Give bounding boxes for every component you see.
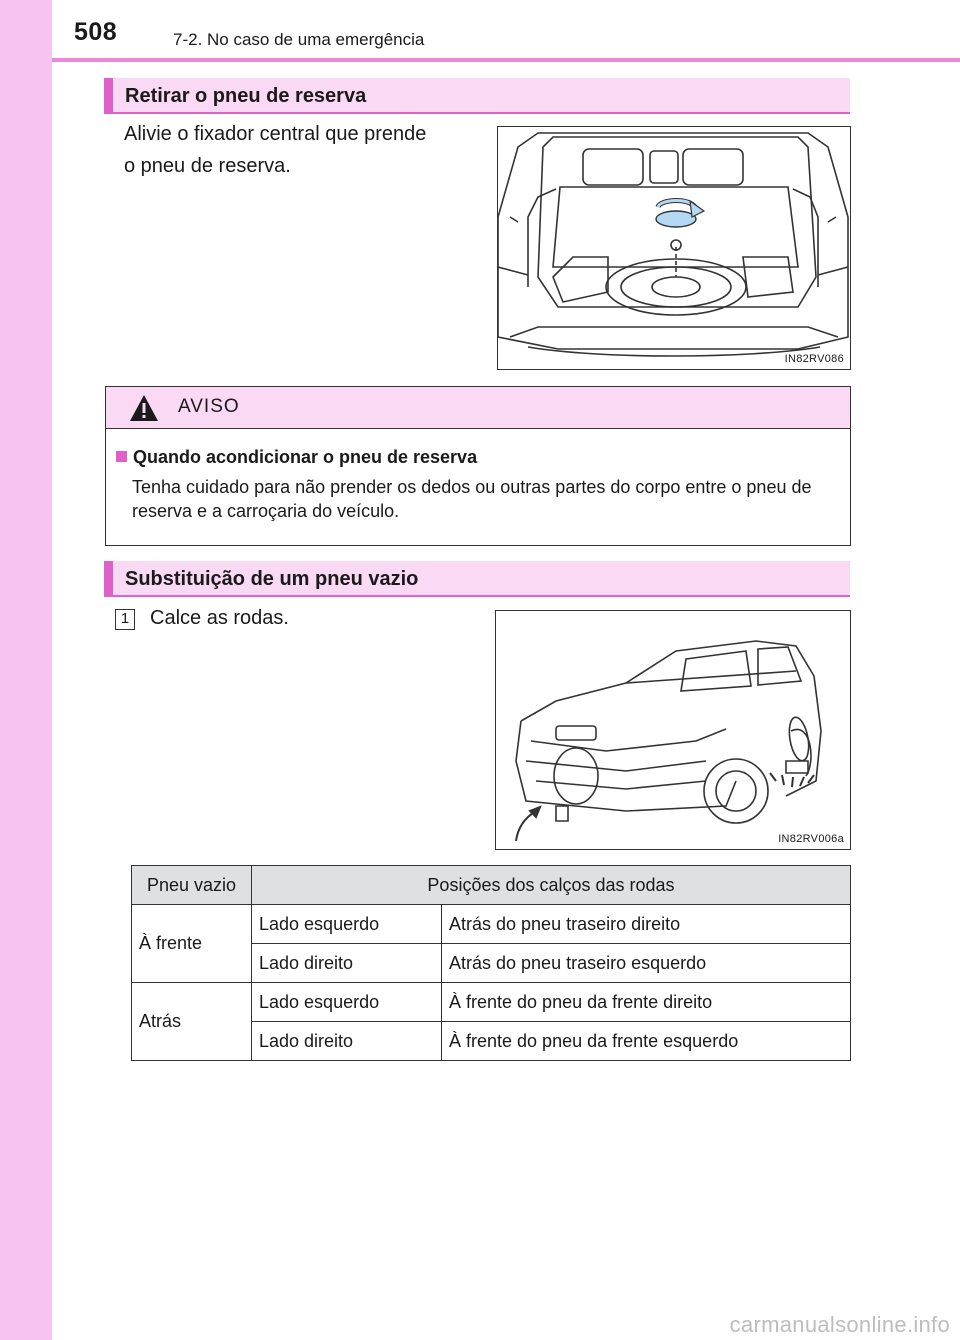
table-header-cell: Pneu vazio xyxy=(132,866,252,905)
section-heading-text: Retirar o pneu de reserva xyxy=(125,85,367,107)
warning-box xyxy=(105,386,851,546)
table-cell: À frente do pneu da frente direito xyxy=(442,983,851,1022)
warning-triangle-icon xyxy=(128,393,160,428)
table-cell: Lado esquerdo xyxy=(252,905,442,944)
instruction-text xyxy=(124,118,426,182)
warning-heading-text: Quando acondicionar o pneu de reserva xyxy=(133,447,478,467)
warning-title-bar xyxy=(106,387,850,429)
figure-code: IN82RV006a xyxy=(778,833,844,845)
table-cell: Atrás do pneu traseiro esquerdo xyxy=(442,944,851,983)
watermark: carmanualsonline.info xyxy=(729,1312,950,1337)
warning-heading xyxy=(116,447,477,468)
step-text: Calce as rodas. xyxy=(150,607,289,629)
wheel-chock-table xyxy=(131,865,851,1061)
table-group-cell: À frente xyxy=(132,905,252,983)
step-number: 1 xyxy=(115,609,135,630)
table-cell: Atrás do pneu traseiro direito xyxy=(442,905,851,944)
page-number: 508 xyxy=(74,18,118,46)
instruction-line: Alivie o fixador central que prende xyxy=(124,123,427,145)
table-cell: Lado direito xyxy=(252,944,442,983)
figure-code: IN82RV086 xyxy=(784,353,844,365)
table-row xyxy=(132,983,851,1022)
section-heading-flat-tire xyxy=(104,561,850,597)
header-divider xyxy=(52,58,960,62)
table-row xyxy=(132,905,851,944)
wheel-chock-illustration xyxy=(495,610,851,850)
table-cell: Lado direito xyxy=(252,1022,442,1061)
instruction-line: o pneu de reserva. xyxy=(124,155,291,177)
table-header-row xyxy=(132,866,851,905)
table-group-cell: Atrás xyxy=(132,983,252,1061)
bullet-square-icon xyxy=(116,451,127,462)
table-cell: À frente do pneu da frente esquerdo xyxy=(442,1022,851,1061)
chapter-title: 7-2. No caso de uma emergência xyxy=(173,30,425,49)
section-heading-text: Substituição de um pneu vazio xyxy=(125,568,419,590)
table-cell: Lado esquerdo xyxy=(252,983,442,1022)
section-heading-spare-tire xyxy=(104,78,850,114)
table-header-cell: Posições dos calços das rodas xyxy=(252,866,851,905)
warning-title: AVISO xyxy=(178,396,240,417)
rotate-arrow-icon xyxy=(656,201,704,228)
trunk-drawing xyxy=(498,127,850,369)
warning-body: Tenha cuidado para não prender os dedos ou outras partes do corpo entre o pneu de reserva e a carroçaria do veículo. xyxy=(132,477,812,521)
page-margin-band xyxy=(0,0,52,1340)
car-drawing xyxy=(496,611,850,849)
spare-tire-illustration xyxy=(497,126,851,370)
